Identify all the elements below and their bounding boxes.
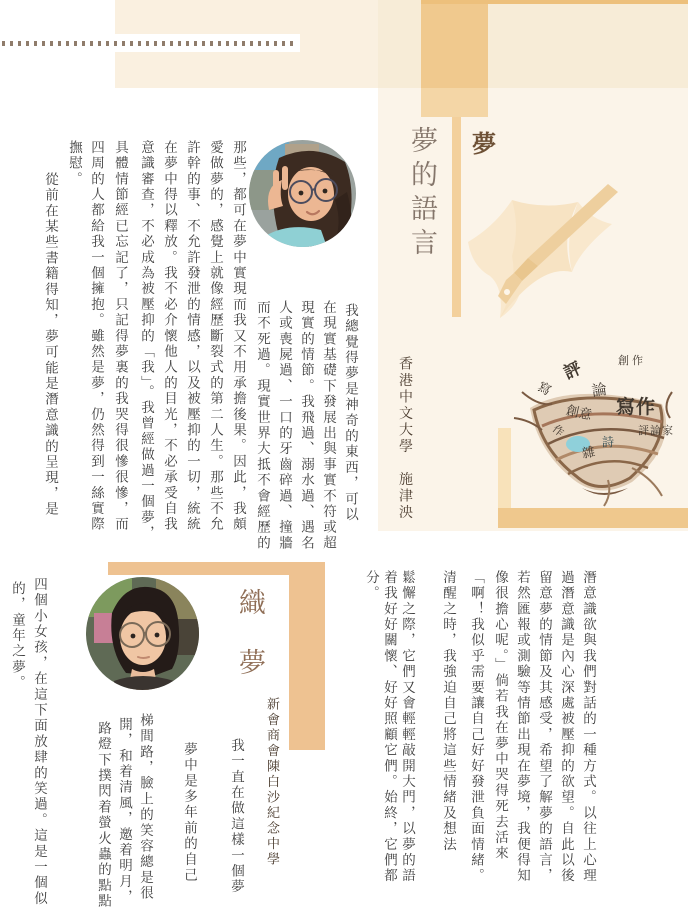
article1-column: 許幹的事、不允許發泄的情感，以及被壓抑的一切，統統	[185, 140, 200, 533]
nest-word: 作	[549, 422, 566, 440]
article1-column: 我總覺得夢是神奇的東西，可以	[343, 303, 358, 523]
nest-word: 評	[560, 358, 585, 383]
article1-column: 在夢中得以釋放。我不必介懷他人的目光，不必承受自我	[162, 140, 177, 533]
panel-corner-accent-horizontal	[498, 508, 688, 528]
article2-title: 織夢	[235, 588, 265, 708]
article3-column: 若然匯報或測驗等情節出現在夢境，我便得知	[515, 570, 530, 884]
article2-accent-bar-vertical	[289, 562, 325, 750]
nest-word: 詩	[602, 435, 615, 449]
article2-column: 四個小女孩，在這下面放肆的笑過。這是一個似	[32, 577, 47, 907]
article3-column: 留意夢的情節及其感受，希望了解夢的語言，	[537, 570, 552, 884]
article1-column: 現實的情節。我飛過、溺水過、遇名	[299, 300, 314, 552]
article1-column: 撫慰。	[67, 140, 82, 188]
article3-column: 過潛意識是內心深處被壓抑的欲望。自此以後	[559, 570, 574, 884]
article2-column: 的，童年之夢。	[10, 581, 25, 691]
article2-column: 開，和着清風，邀着明月，	[117, 717, 132, 906]
article1-author: 香港中文大學 施津泱	[397, 356, 412, 521]
article2-column: 梯間路，臉上的笑容總是很	[138, 713, 153, 902]
article3-column: 清醒之時，我強迫自己將這些情緒及想法	[441, 570, 456, 853]
nest-word: 論	[590, 382, 608, 400]
section-label-dream: 夢	[472, 132, 496, 158]
article1-column: 從前在某些書籍得知，夢可能是潛意識的呈現，是	[43, 172, 58, 518]
article3-column: 分。	[364, 570, 379, 602]
tan-header-block-lower	[421, 88, 488, 117]
pen-and-book-illustration	[460, 180, 620, 322]
article3-column: 鬆懈之際，它們又會輕輕敲開大門，以夢的語	[400, 570, 415, 884]
article2-column: 夢中是多年前的自己	[182, 742, 197, 884]
article2-column: 路燈下撲閃着螢火蟲的點點	[96, 721, 111, 909]
article3-column: 潛意識欲與我們對話的一種方式。以往上心理	[581, 570, 596, 884]
author-photo-article2	[86, 577, 199, 690]
article1-column: 意識審查，不必成為被壓抑的「我」。我曾經做過一個夢，	[139, 140, 154, 542]
bird-nest-illustration	[512, 348, 688, 510]
nest-word: 創意	[564, 402, 594, 423]
nest-word: 評論家	[638, 425, 674, 437]
article1-column: 具體情節經已忘記了，只記得夢裏的我哭得很慘很慘，而	[113, 140, 128, 533]
article2-column: 我一直在做這樣一個夢	[229, 738, 244, 895]
tan-header-block	[421, 4, 488, 88]
author-photo-article1	[249, 140, 356, 247]
nest-word: 創作	[618, 355, 646, 367]
nest-word: 寫	[535, 378, 554, 399]
dotted-line-strip	[0, 34, 300, 52]
article1-column: 四周的人都給我一個擁抱。雖然是夢，仍然得到一絲實際	[89, 140, 104, 533]
nest-word: 寫作	[616, 397, 657, 418]
article3-column: 着我好好關懷、好好照顧它們。始終，它們都	[382, 570, 397, 884]
nest-word: 雜	[580, 443, 597, 462]
article3-column: 像很擔心呢。」倘若我在夢中哭得死去活來	[493, 570, 508, 862]
article1-title: 夢的語言	[407, 126, 437, 262]
dotted-divider	[2, 41, 294, 46]
article1-column: 那些，都可在夢中實現而我又不用承擔後果。因此，我頗	[231, 140, 246, 533]
article1-column: 在現實基礎下發展出與事實不符或超	[321, 300, 336, 552]
article1-column: 愛做夢的，感覺上就像經歷斷裂式的第二人生。那些不允	[208, 140, 223, 533]
article1-column: 人或喪屍過、一口的牙齒碎過、撞牆	[277, 300, 292, 552]
article3-column: 「啊！我似乎需要讓自己好好發泄負面情緒。	[469, 570, 484, 884]
article2-school: 新會商會陳白沙紀念中學	[265, 697, 280, 868]
article1-column: 而不死過。現實世界大抵不會經歷的	[255, 300, 270, 552]
